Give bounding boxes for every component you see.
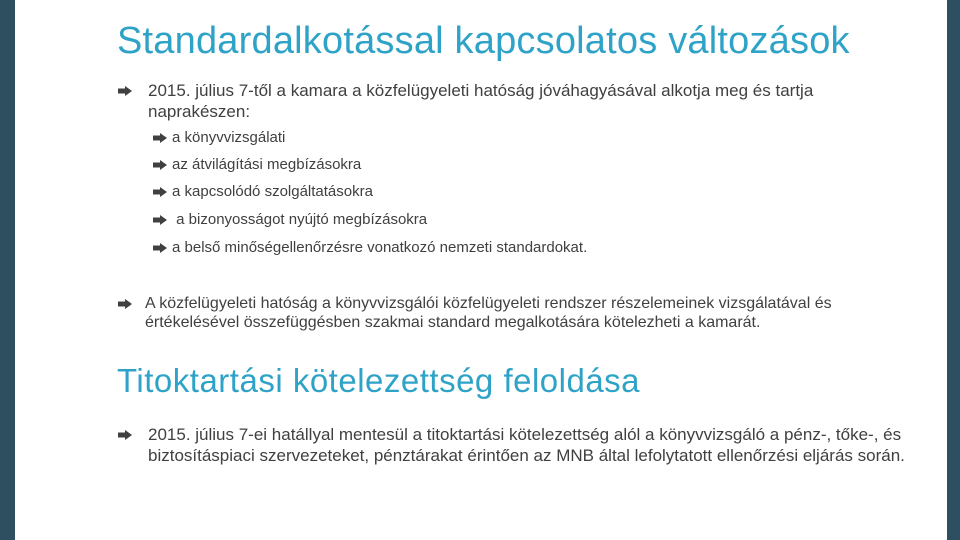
arrow-bullet-icon bbox=[118, 430, 132, 440]
section-title: Titoktartási kötelezettség feloldása bbox=[117, 362, 641, 399]
arrow-bullet-icon bbox=[153, 215, 167, 225]
arrow-bullet-icon bbox=[153, 243, 167, 253]
paragraph-standards: A közfelügyeleti hatóság a könyvvizsgálói közfelügyeleti rendszer részelemeinek vizsgálatával és értékelésével összefüggésben szakmai standard megalkotására kötelezheti a kamarát. bbox=[145, 295, 832, 331]
list-item: az átvilágítási megbízásokra bbox=[172, 156, 362, 173]
list-item: a belső minőségellenőrzésre vonatkozó nemzeti standardokat. bbox=[172, 239, 588, 256]
arrow-bullet-icon bbox=[153, 133, 167, 143]
list-item: a könyvvizsgálati bbox=[172, 129, 286, 146]
intro-paragraph: 2015. július 7-től a kamara a közfelügyeleti hatóság jóváhagyásával alkotja meg és tartja naprakészen: bbox=[148, 81, 814, 121]
arrow-bullet-icon bbox=[118, 299, 132, 309]
right-side-bar bbox=[947, 0, 960, 540]
arrow-bullet-icon bbox=[153, 160, 167, 170]
left-side-bar bbox=[0, 0, 15, 540]
list-item: a bizonyosságot nyújtó megbízásokra bbox=[172, 211, 428, 228]
arrow-bullet-icon bbox=[153, 187, 167, 197]
slide-title: Standardalkotással kapcsolatos változások bbox=[117, 20, 850, 62]
list-item: a kapcsolódó szolgáltatásokra bbox=[172, 183, 373, 200]
arrow-bullet-icon bbox=[118, 86, 132, 96]
paragraph-confidentiality: 2015. július 7-ei hatállyal mentesül a titoktartási kötelezettség alól a könyvvizsgáló a pénz-, tőke-, és biztosításpiaci szervezeteket, pénztárakat érintően az MNB által lefolytatott ellenőrzési eljárás során. bbox=[148, 425, 905, 465]
